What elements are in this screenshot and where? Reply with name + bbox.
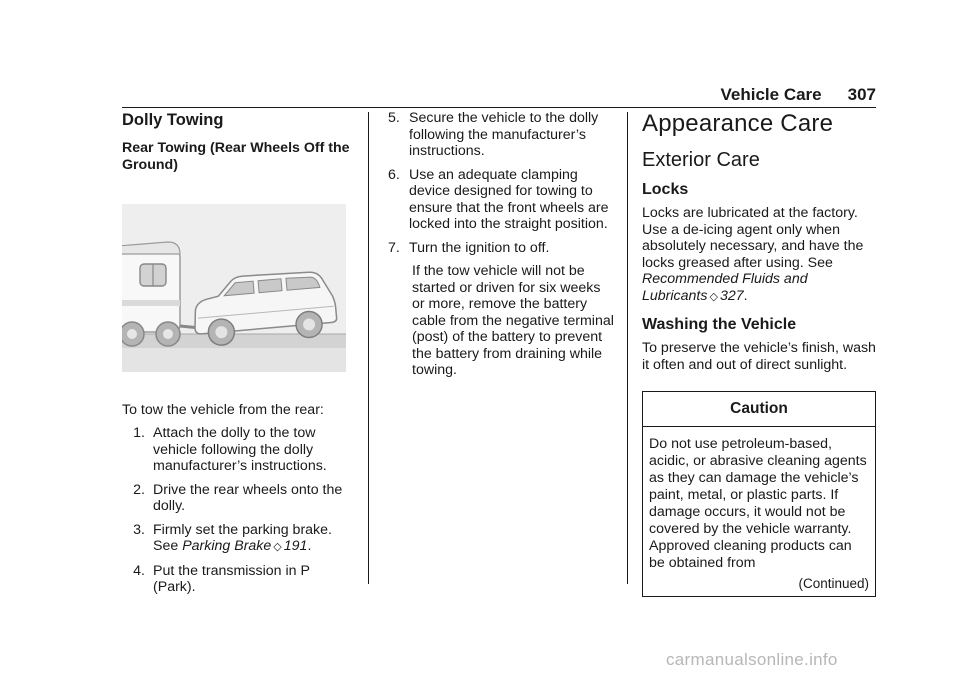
header-section-title: Vehicle Care bbox=[720, 85, 822, 104]
step-item bbox=[388, 110, 614, 160]
caution-box bbox=[642, 391, 876, 597]
step-text: Drive the rear wheels onto the dolly. bbox=[153, 481, 343, 514]
chapter-title-appearance-care: Appearance Care bbox=[642, 110, 834, 137]
subheading-locks: Locks bbox=[642, 181, 689, 198]
page-ref-icon: ◇ bbox=[709, 290, 718, 303]
parking-brake-link[interactable]: Parking Brake bbox=[182, 538, 272, 554]
locks-text: Locks are lubricated at the factory. Use a de-icing agent only when absolutely necessary, and have the locks greased after using. See bbox=[642, 205, 864, 271]
step-item bbox=[122, 522, 354, 556]
caution-title: Caution bbox=[643, 392, 875, 427]
recommended-fluids-page-ref[interactable]: 327 bbox=[719, 287, 744, 304]
subheading-washing-the-vehicle: Washing the Vehicle bbox=[642, 316, 797, 333]
continued-label: (Continued) bbox=[798, 575, 869, 591]
step-text: Secure the vehicle to the dolly following the manufacturer’s instructions. bbox=[409, 110, 599, 159]
step-item bbox=[388, 240, 614, 257]
locks-paragraph bbox=[642, 205, 876, 305]
step-number: 4. bbox=[133, 562, 145, 579]
step-text-with-ref bbox=[153, 522, 354, 556]
subheading-rear-towing: Rear Towing (Rear Wheels Off the Ground) bbox=[122, 140, 350, 173]
step-text: Put the transmission in P (Park). bbox=[153, 562, 310, 595]
page-number: 307 bbox=[847, 85, 876, 104]
step-item bbox=[122, 482, 354, 515]
section-heading-exterior-care: Exterior Care bbox=[642, 149, 760, 171]
caution-text: Do not use petroleum-based, acidic, or abrasive cleaning agents as they can damage the vehicle’s paint, metal, or plastic parts. If damage occurs, it would not be covered by the vehicle warranty. Approved cleaning products can be obtained from bbox=[649, 435, 867, 571]
page-header bbox=[710, 83, 876, 107]
washing-paragraph: To preserve the vehicle’s finish, wash it often and out of direct sunlight. bbox=[642, 340, 876, 373]
section-heading-dolly-towing: Dolly Towing bbox=[122, 111, 224, 129]
step-end-punct: . bbox=[307, 538, 312, 554]
column-1 bbox=[122, 110, 354, 596]
locks-end-punct: . bbox=[743, 287, 748, 304]
column-3 bbox=[642, 110, 876, 597]
column-2 bbox=[388, 110, 614, 379]
step-item bbox=[122, 563, 354, 596]
step-item bbox=[388, 167, 614, 233]
watermark: carmanualsonline.info bbox=[666, 650, 838, 669]
parking-brake-page-ref[interactable]: 191 bbox=[283, 538, 308, 554]
step-number: 3. bbox=[133, 521, 145, 538]
step-number: 5. bbox=[388, 110, 400, 126]
dolly-towing-illustration bbox=[122, 204, 346, 372]
step-number: 2. bbox=[133, 481, 145, 498]
step-text: Firmly set the parking brake. See bbox=[153, 521, 332, 554]
step-number: 7. bbox=[388, 239, 400, 256]
towing-intro: To tow the vehicle from the rear: bbox=[122, 401, 324, 418]
step-number: 1. bbox=[133, 425, 145, 441]
towing-steps-list bbox=[122, 425, 354, 596]
step-text: Use an adequate clamping device designed for towing to ensure that the front wheels are locked into the straight position. bbox=[409, 166, 609, 232]
step-text: Attach the dolly to the tow vehicle following the dolly manufacturer’s instructions. bbox=[153, 425, 327, 474]
page-ref-icon: ◇ bbox=[273, 541, 282, 553]
step-item bbox=[122, 425, 354, 475]
step-text: Turn the ignition to off. bbox=[409, 239, 550, 256]
recommended-fluids-link[interactable]: Recommended Fluids and Lubricants bbox=[642, 271, 808, 304]
step-number: 6. bbox=[388, 166, 400, 183]
column-divider-1 bbox=[368, 112, 369, 584]
column-divider-2 bbox=[627, 112, 628, 584]
battery-note: If the tow vehicle will not be started or driven for six weeks or more, remove the battery cable from the negative terminal (post) of the battery to prevent the battery from draining while towing. bbox=[412, 263, 614, 378]
towing-steps-list-continued bbox=[388, 110, 614, 256]
header-rule bbox=[122, 107, 876, 108]
